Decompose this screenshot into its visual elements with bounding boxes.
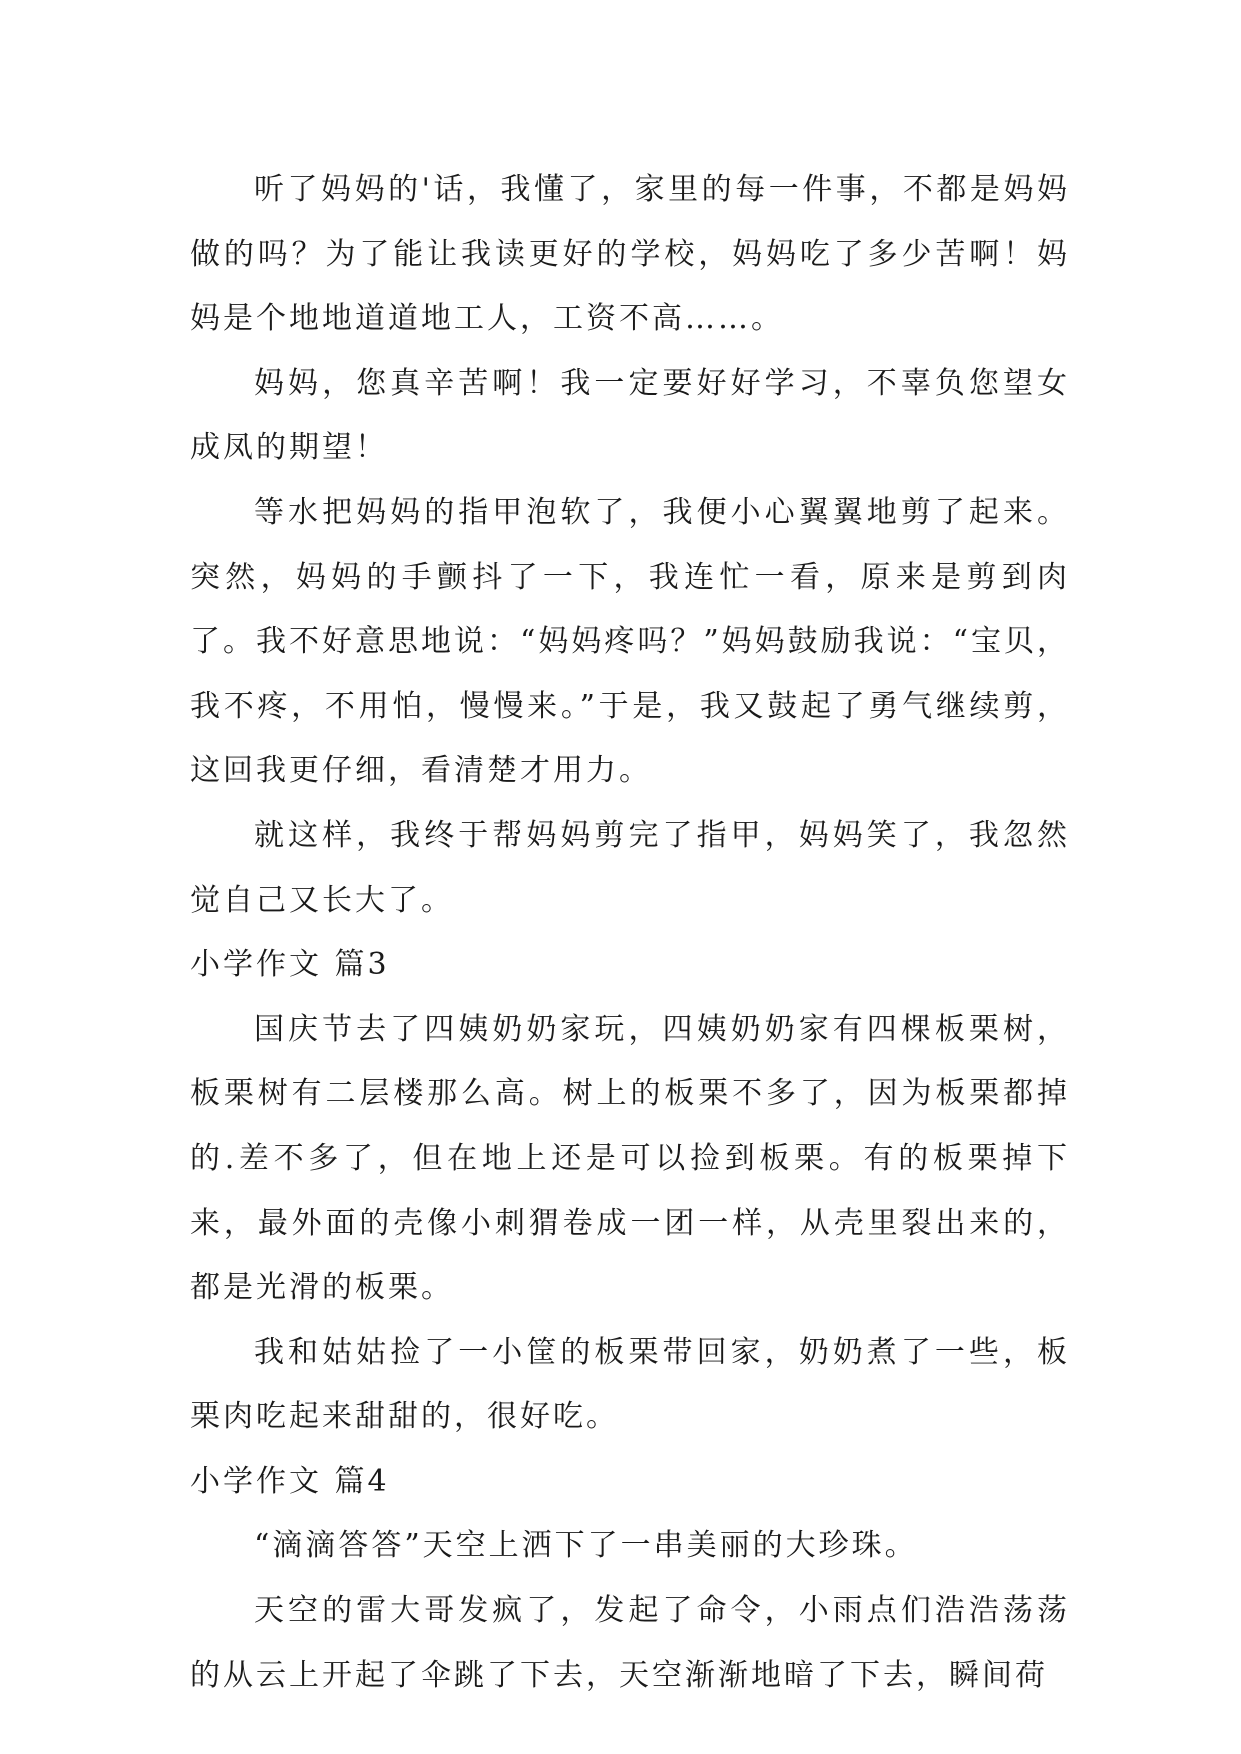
paragraph: 我和姑姑捡了一小筐的板栗带回家，奶奶煮了一些，板栗肉吃起来甜甜的，很好吃。 [190, 1334, 1070, 1435]
paragraph: 等水把妈妈的指甲泡软了，我便小心翼翼地剪了起来。突然，妈妈的手颤抖了一下，我连忙一看，原来是剪到肉了。我不好意思地说：“妈妈疼吗？”妈妈鼓励我说：“宝贝，我不疼，不用怕，慢慢来。”于是，我又鼓起了勇气继续剪，这回我更仔细，看清楚才用力。 [190, 494, 1071, 789]
paragraph: 妈妈，您真辛苦啊！我一定要好好学习，不辜负您望女成凤的期望！ [190, 365, 1070, 466]
paragraph: 国庆节去了四姨奶奶家玩，四姨奶奶家有四棵板栗树，板栗树有二层楼那么高。树上的板栗不多了，因为板栗都掉的.差不多了，但在地上还是可以捡到板栗。有的板栗掉下来，最外面的壳像小刺猬卷成一团一样，从壳里裂出来的，都是光滑的板栗。 [190, 1011, 1070, 1306]
paragraph: 听了妈妈的'话，我懂了，家里的每一件事，不都是妈妈做的吗？为了能让我读更好的学校，妈妈吃了多少苦啊！妈妈是个地地道道地工人，工资不高……。 [190, 172, 1070, 337]
document-body [190, 158, 1070, 1708]
paragraph: 天空的雷大哥发疯了，发起了命令，小雨点们浩浩荡荡的从云上开起了伞跳了下去，天空渐渐地暗了下去，瞬间荷 [190, 1593, 1070, 1693]
section-heading: 小学作文 篇3 [190, 947, 390, 983]
paragraph: 就这样，我终于帮妈妈剪完了指甲，妈妈笑了，我忽然觉自己又长大了。 [190, 817, 1070, 918]
paragraph: “滴滴答答”天空上洒下了一串美丽的大珍珠。 [254, 1528, 918, 1564]
section-heading: 小学作文 篇4 [190, 1463, 390, 1499]
